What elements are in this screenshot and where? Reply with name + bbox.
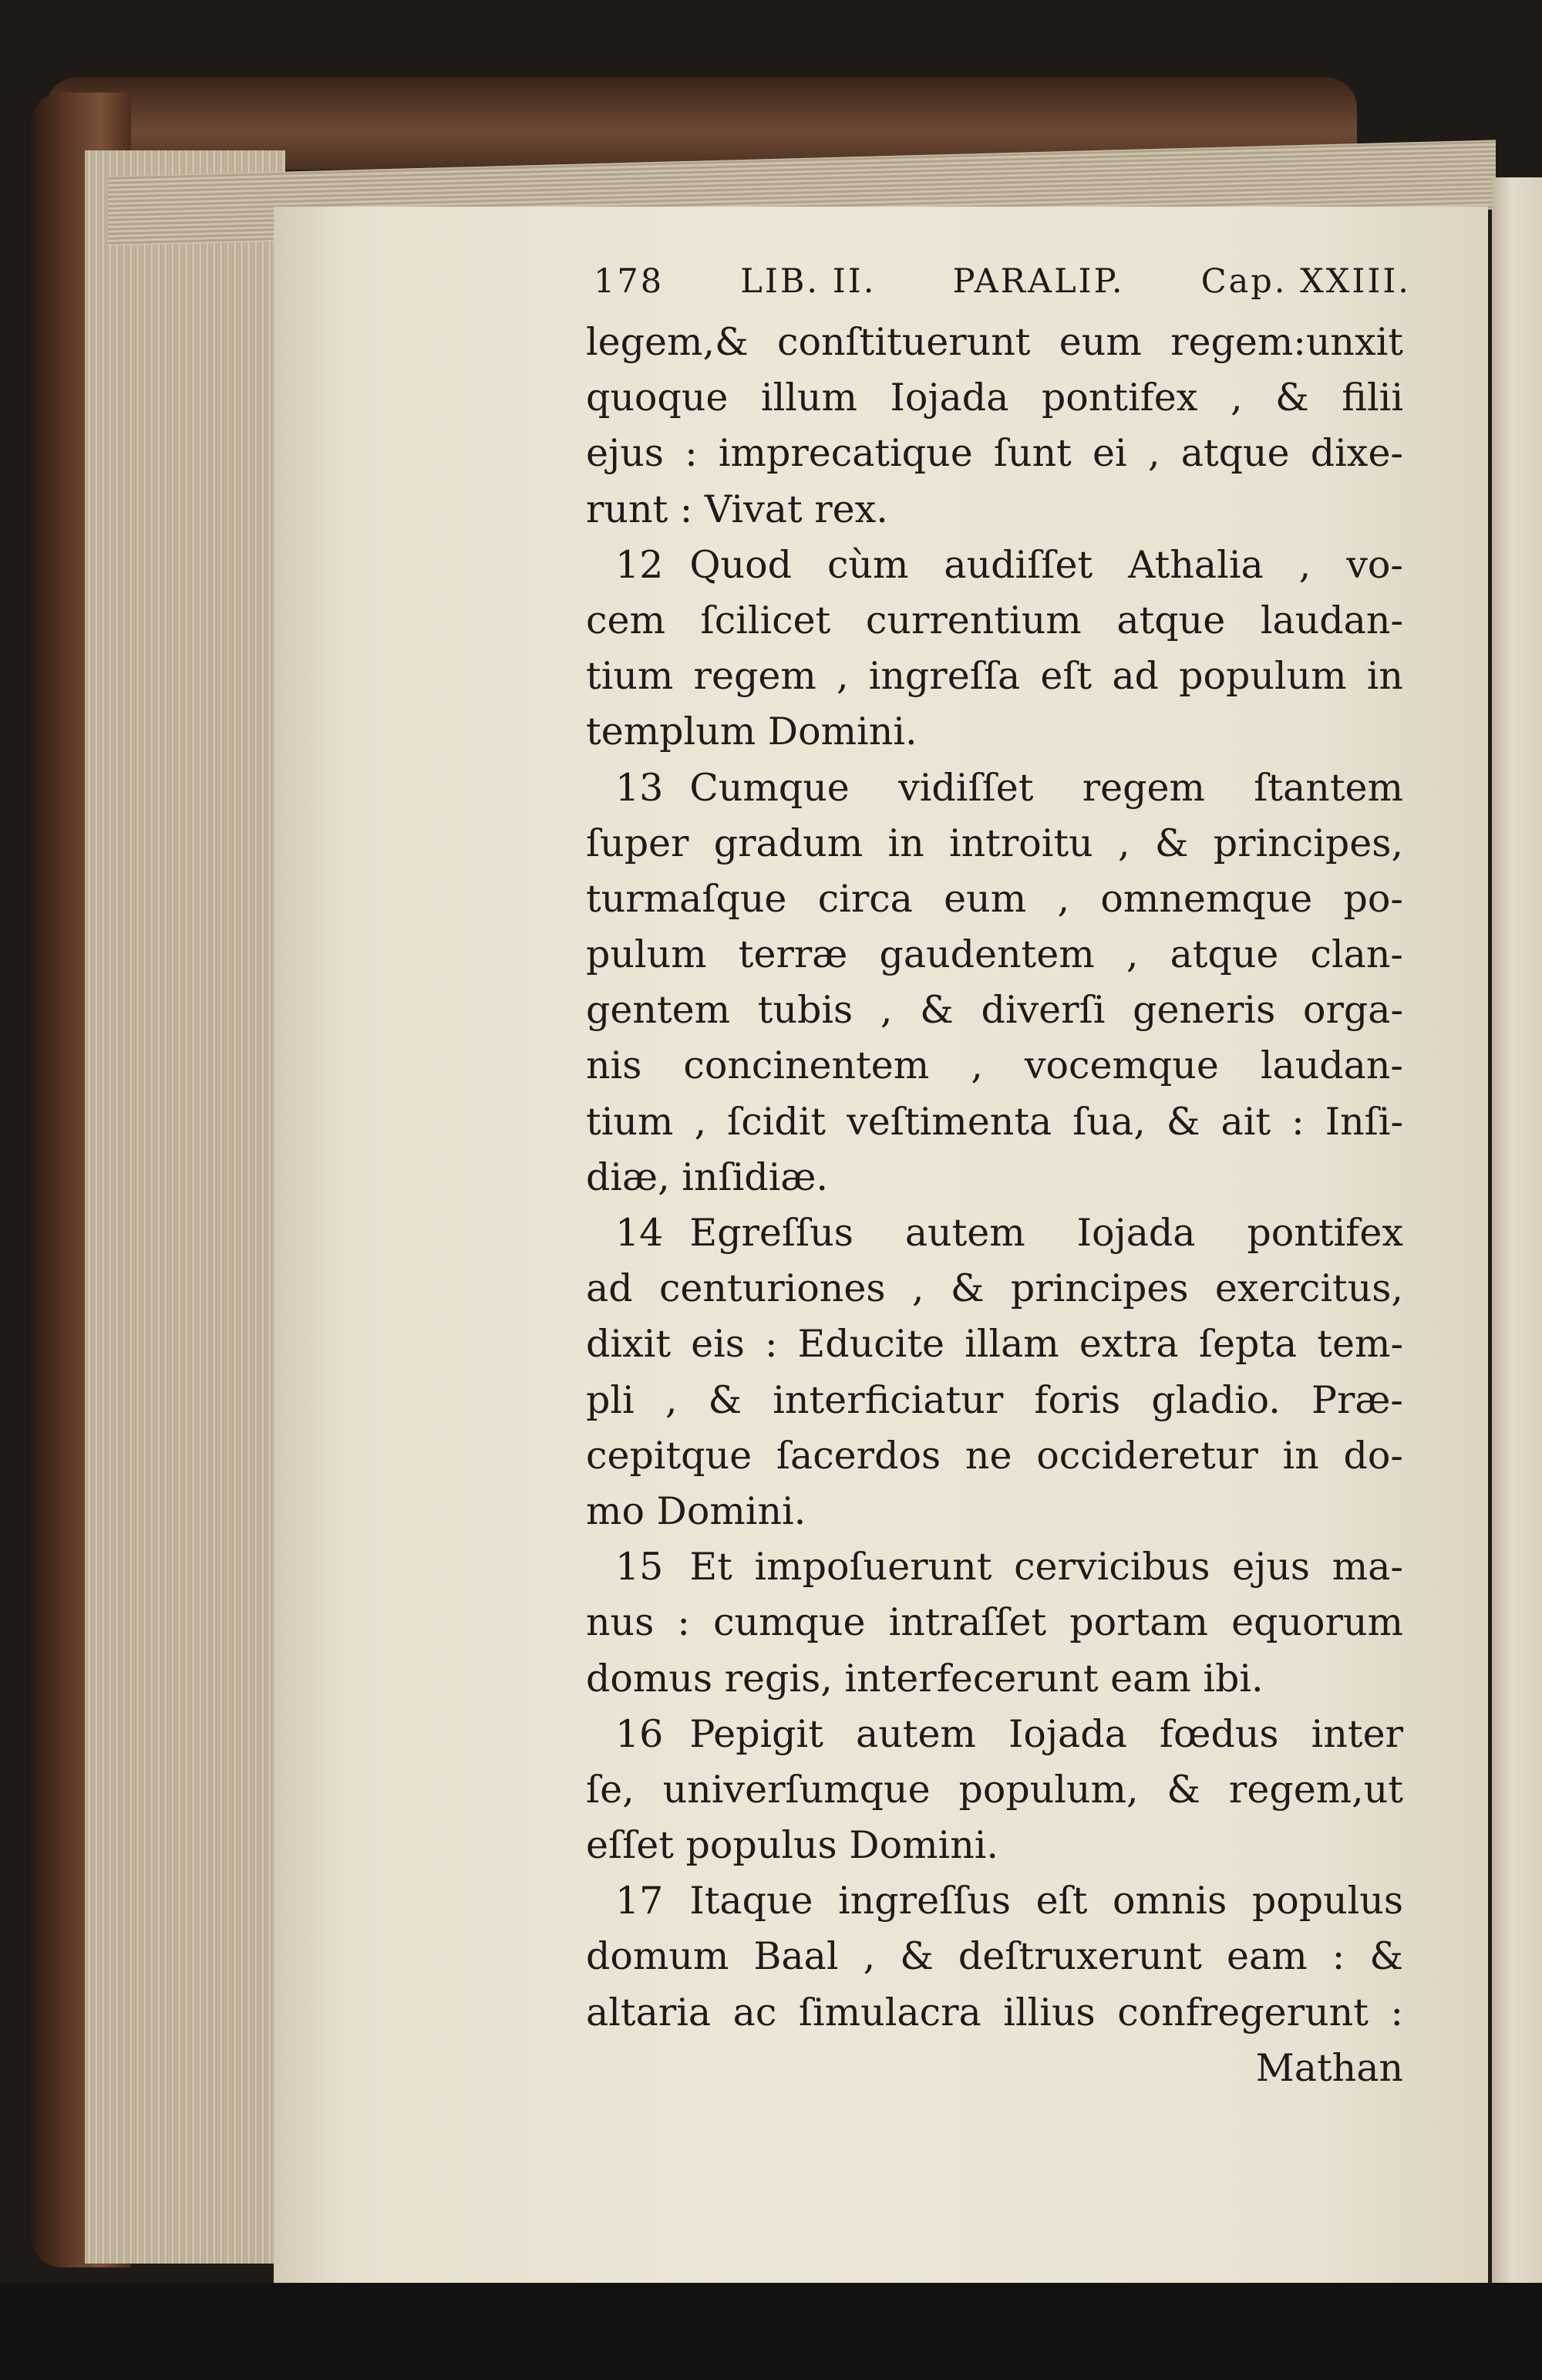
verse-line bbox=[586, 1873, 1403, 1929]
text-line bbox=[586, 983, 1403, 1038]
text-line bbox=[586, 482, 1403, 538]
work-title: PARALIP. bbox=[952, 262, 1125, 301]
text-line bbox=[586, 1985, 1403, 2041]
line-text: Itaque ingreſſus eſt omnis populus bbox=[689, 1879, 1403, 1923]
page-text bbox=[586, 262, 1411, 2096]
verse-line bbox=[586, 1539, 1403, 1595]
verse-line bbox=[586, 760, 1403, 816]
text-line bbox=[586, 1762, 1403, 1818]
line-text: Egreſſus autem Iojada pontifex bbox=[689, 1211, 1403, 1255]
verse-number: 16 bbox=[615, 1711, 664, 1756]
line-text: templum Domini. bbox=[586, 710, 917, 754]
verse-number: 14 bbox=[615, 1211, 664, 1255]
text-line bbox=[586, 1818, 1403, 1873]
body-text bbox=[586, 315, 1403, 2041]
verse-number: 17 bbox=[615, 1879, 664, 1923]
running-header bbox=[594, 262, 1411, 315]
verse-number: 13 bbox=[615, 765, 664, 810]
line-text: runt : Vivat rex. bbox=[586, 487, 888, 531]
background-shadow bbox=[0, 2283, 1542, 2380]
catchword: Mathan bbox=[1255, 2045, 1403, 2090]
line-text: nus : cumque intraſſet portam equorum bbox=[586, 1600, 1403, 1645]
line-text: ſuper gradum in introitu , & principes, bbox=[586, 821, 1403, 865]
line-text: Et impoſuerunt cervicibus ejus ma- bbox=[689, 1545, 1403, 1589]
text-line bbox=[586, 1651, 1403, 1707]
text-line bbox=[586, 315, 1403, 370]
text-line bbox=[586, 1261, 1403, 1316]
line-text: eſſet populus Domini. bbox=[586, 1823, 999, 1868]
facing-page-edge bbox=[1492, 177, 1542, 2321]
text-line bbox=[586, 816, 1403, 871]
line-text: Quod cùm audiſſet Athalia , vo- bbox=[689, 542, 1403, 587]
page-number: 178 bbox=[594, 262, 665, 301]
line-text: dixit eis : Educite illam extra ſepta tem- bbox=[586, 1322, 1403, 1367]
text-line bbox=[586, 1316, 1403, 1372]
line-text: ſe, univerſumque populum, & regem,ut bbox=[586, 1767, 1403, 1812]
text-line bbox=[586, 370, 1403, 426]
line-text: mo Domini. bbox=[586, 1488, 806, 1533]
line-text: Pepigit autem Iojada fœdus inter bbox=[689, 1711, 1403, 1756]
text-line bbox=[586, 1929, 1403, 1984]
line-text: nis concinentem , vocemque laudan- bbox=[586, 1043, 1403, 1088]
line-text: tium , ſcidit veſtimenta ſua, & ait : Inſi- bbox=[586, 1099, 1403, 1144]
line-text: cem ſcilicet currentium atque laudan- bbox=[586, 598, 1403, 642]
line-text: ad centuriones , & principes exercitus, bbox=[586, 1266, 1403, 1311]
text-line bbox=[586, 1094, 1403, 1150]
line-text: turmaſque circa eum , omnemque po- bbox=[586, 876, 1403, 921]
text-line bbox=[586, 1484, 1403, 1539]
verse-line bbox=[586, 1205, 1403, 1261]
text-line bbox=[586, 649, 1403, 704]
text-line bbox=[586, 1595, 1403, 1650]
line-text: diæ, inſidiæ. bbox=[586, 1155, 828, 1199]
line-text: cepitque ſacerdos ne occideretur in do- bbox=[586, 1433, 1403, 1478]
verse-line bbox=[586, 1707, 1403, 1762]
text-line bbox=[586, 871, 1403, 927]
line-text: tium regem , ingreſſa eſt ad populum in bbox=[586, 654, 1403, 699]
text-line bbox=[586, 1373, 1403, 1428]
verse-line bbox=[586, 538, 1403, 593]
page-edges-left bbox=[85, 150, 285, 2264]
line-text: ejus : imprecatique ſunt ei , atque dixe- bbox=[586, 431, 1403, 476]
verse-number: 12 bbox=[615, 542, 664, 587]
line-text: altaria ac ſimulacra illius confregerunt : bbox=[586, 1990, 1403, 2034]
text-line bbox=[586, 593, 1403, 649]
text-line bbox=[586, 1150, 1403, 1205]
text-line bbox=[586, 426, 1403, 481]
text-line bbox=[586, 1428, 1403, 1484]
line-text: gentem tubis , & diverſi generis orga- bbox=[586, 988, 1403, 1033]
line-text: domus regis, interfecerunt eam ibi. bbox=[586, 1656, 1264, 1701]
line-text: pli , & interficiatur foris gladio. Præ- bbox=[586, 1377, 1403, 1422]
line-text: quoque illum Iojada pontifex , & filii bbox=[586, 376, 1403, 420]
line-text: domum Baal , & deſtruxerunt eam : & bbox=[586, 1934, 1403, 1979]
text-line bbox=[586, 927, 1403, 983]
line-text: legem,& conſtituerunt eum regem:unxit bbox=[586, 320, 1403, 364]
verse-number: 15 bbox=[615, 1545, 664, 1589]
chapter-label: Cap. XXIII. bbox=[1200, 262, 1411, 301]
text-line bbox=[586, 704, 1403, 760]
line-text: Cumque vidiſſet regem ſtantem bbox=[689, 765, 1403, 810]
line-text: pulum terræ gaudentem , atque clan- bbox=[586, 932, 1403, 977]
book-label: LIB. II. bbox=[740, 262, 877, 301]
text-line bbox=[586, 1038, 1403, 1094]
